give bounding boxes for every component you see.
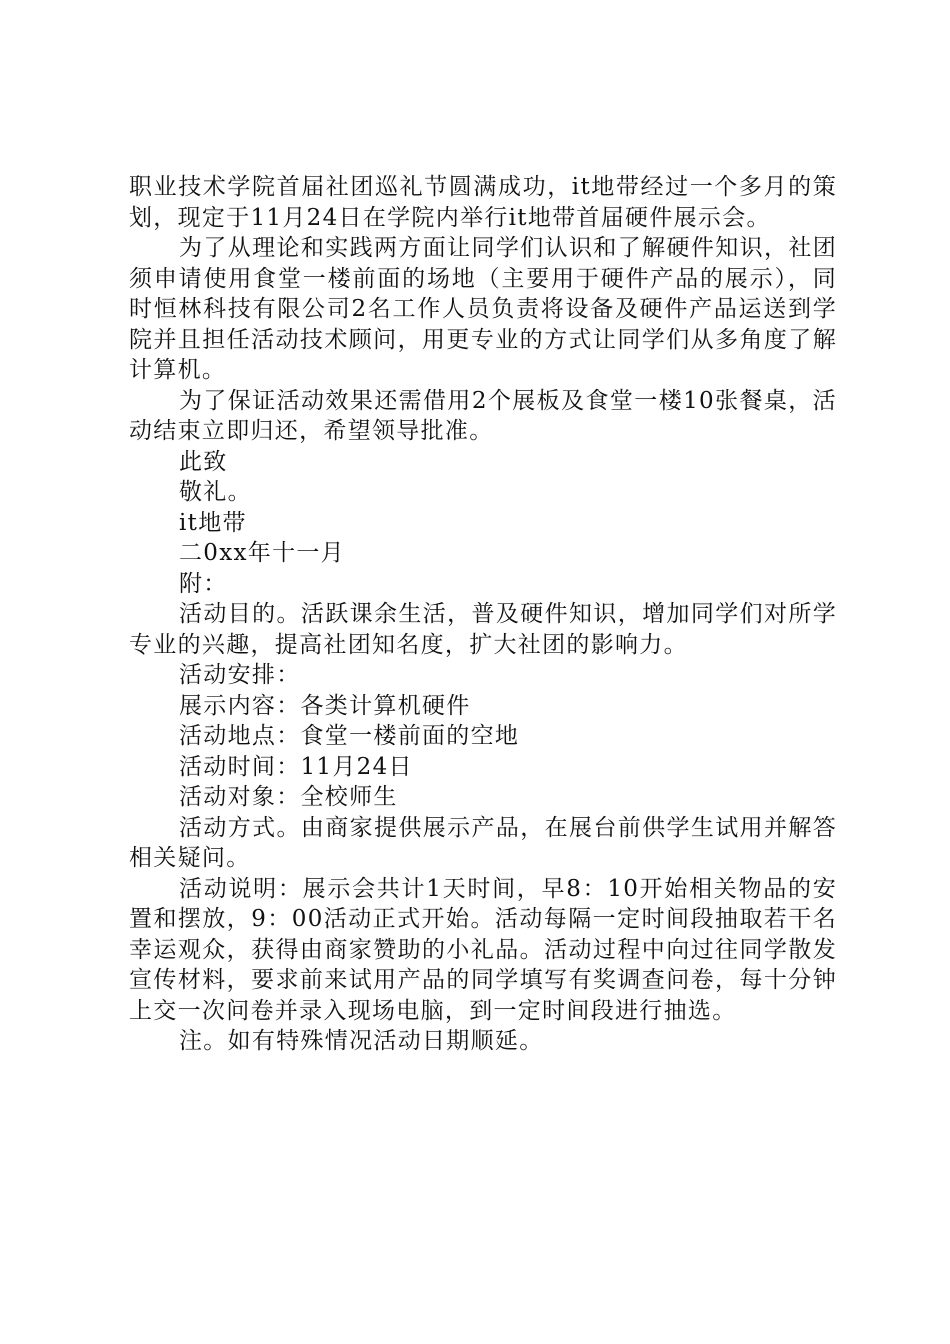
activity-description: 活动说明：展示会共计1天时间，早8：10开始相关物品的安置和摆放，9：00活动正式开始。活动每隔一定时间段抽取若干名幸运观众，获得由商家赞助的小礼品。活动过程中向过往同学散发宣传材料，要求前来试用产品的同学填写有奖调查问卷，每十分钟上交一次问卷并录入现场电脑，到一定时间段进行抽选。	[129, 875, 837, 1024]
paragraph-borrow-request: 为了保证活动效果还需借用2个展板及食堂一楼10张餐桌，活动结束立即归还，希望领导批准。	[129, 387, 837, 444]
activity-method: 活动方式。由商家提供展示产品，在展台前供学生试用并解答相关疑问。	[129, 814, 837, 871]
signature-org: it地带	[179, 509, 247, 536]
closing-salutation: 此致	[179, 448, 228, 475]
paragraph-purpose-venue: 为了从理论和实践两方面让同学们认识和了解硬件知识，社团须申请使用食堂一楼前面的场地（主要用于硬件产品的展示），同时恒林科技有限公司2名工作人员负责将设备及硬件产品运送到学院并且担任活动技术顾问，用更专业的方式让同学们从多角度了解计算机。	[129, 235, 837, 383]
activity-note: 注。如有特殊情况活动日期顺延。	[179, 1028, 544, 1054]
activity-content: 展示内容：各类计算机硬件	[179, 692, 471, 719]
activity-arrangement-heading: 活动安排：	[179, 662, 301, 688]
activity-time: 活动时间：11月24日	[179, 753, 413, 780]
closing-regards: 敬礼。	[179, 479, 252, 505]
appendix-heading: 附：	[179, 570, 228, 597]
activity-goal: 活动目的。活跃课余生活，普及硬件知识，增加同学们对所学专业的兴趣，提高社团知名度，扩大社团的影响力。	[129, 601, 837, 658]
activity-location: 活动地点：食堂一楼前面的空地	[179, 723, 520, 749]
activity-audience: 活动对象：全校师生	[179, 784, 398, 810]
document-body	[129, 172, 837, 1057]
signature-date: 二0xx年十一月	[179, 540, 345, 566]
paragraph-intro: 职业技术学院首届社团巡礼节圆满成功，it地带经过一个多月的策划，现定于11月24日在学院内举行it地带首届硬件展示会。	[129, 174, 837, 231]
